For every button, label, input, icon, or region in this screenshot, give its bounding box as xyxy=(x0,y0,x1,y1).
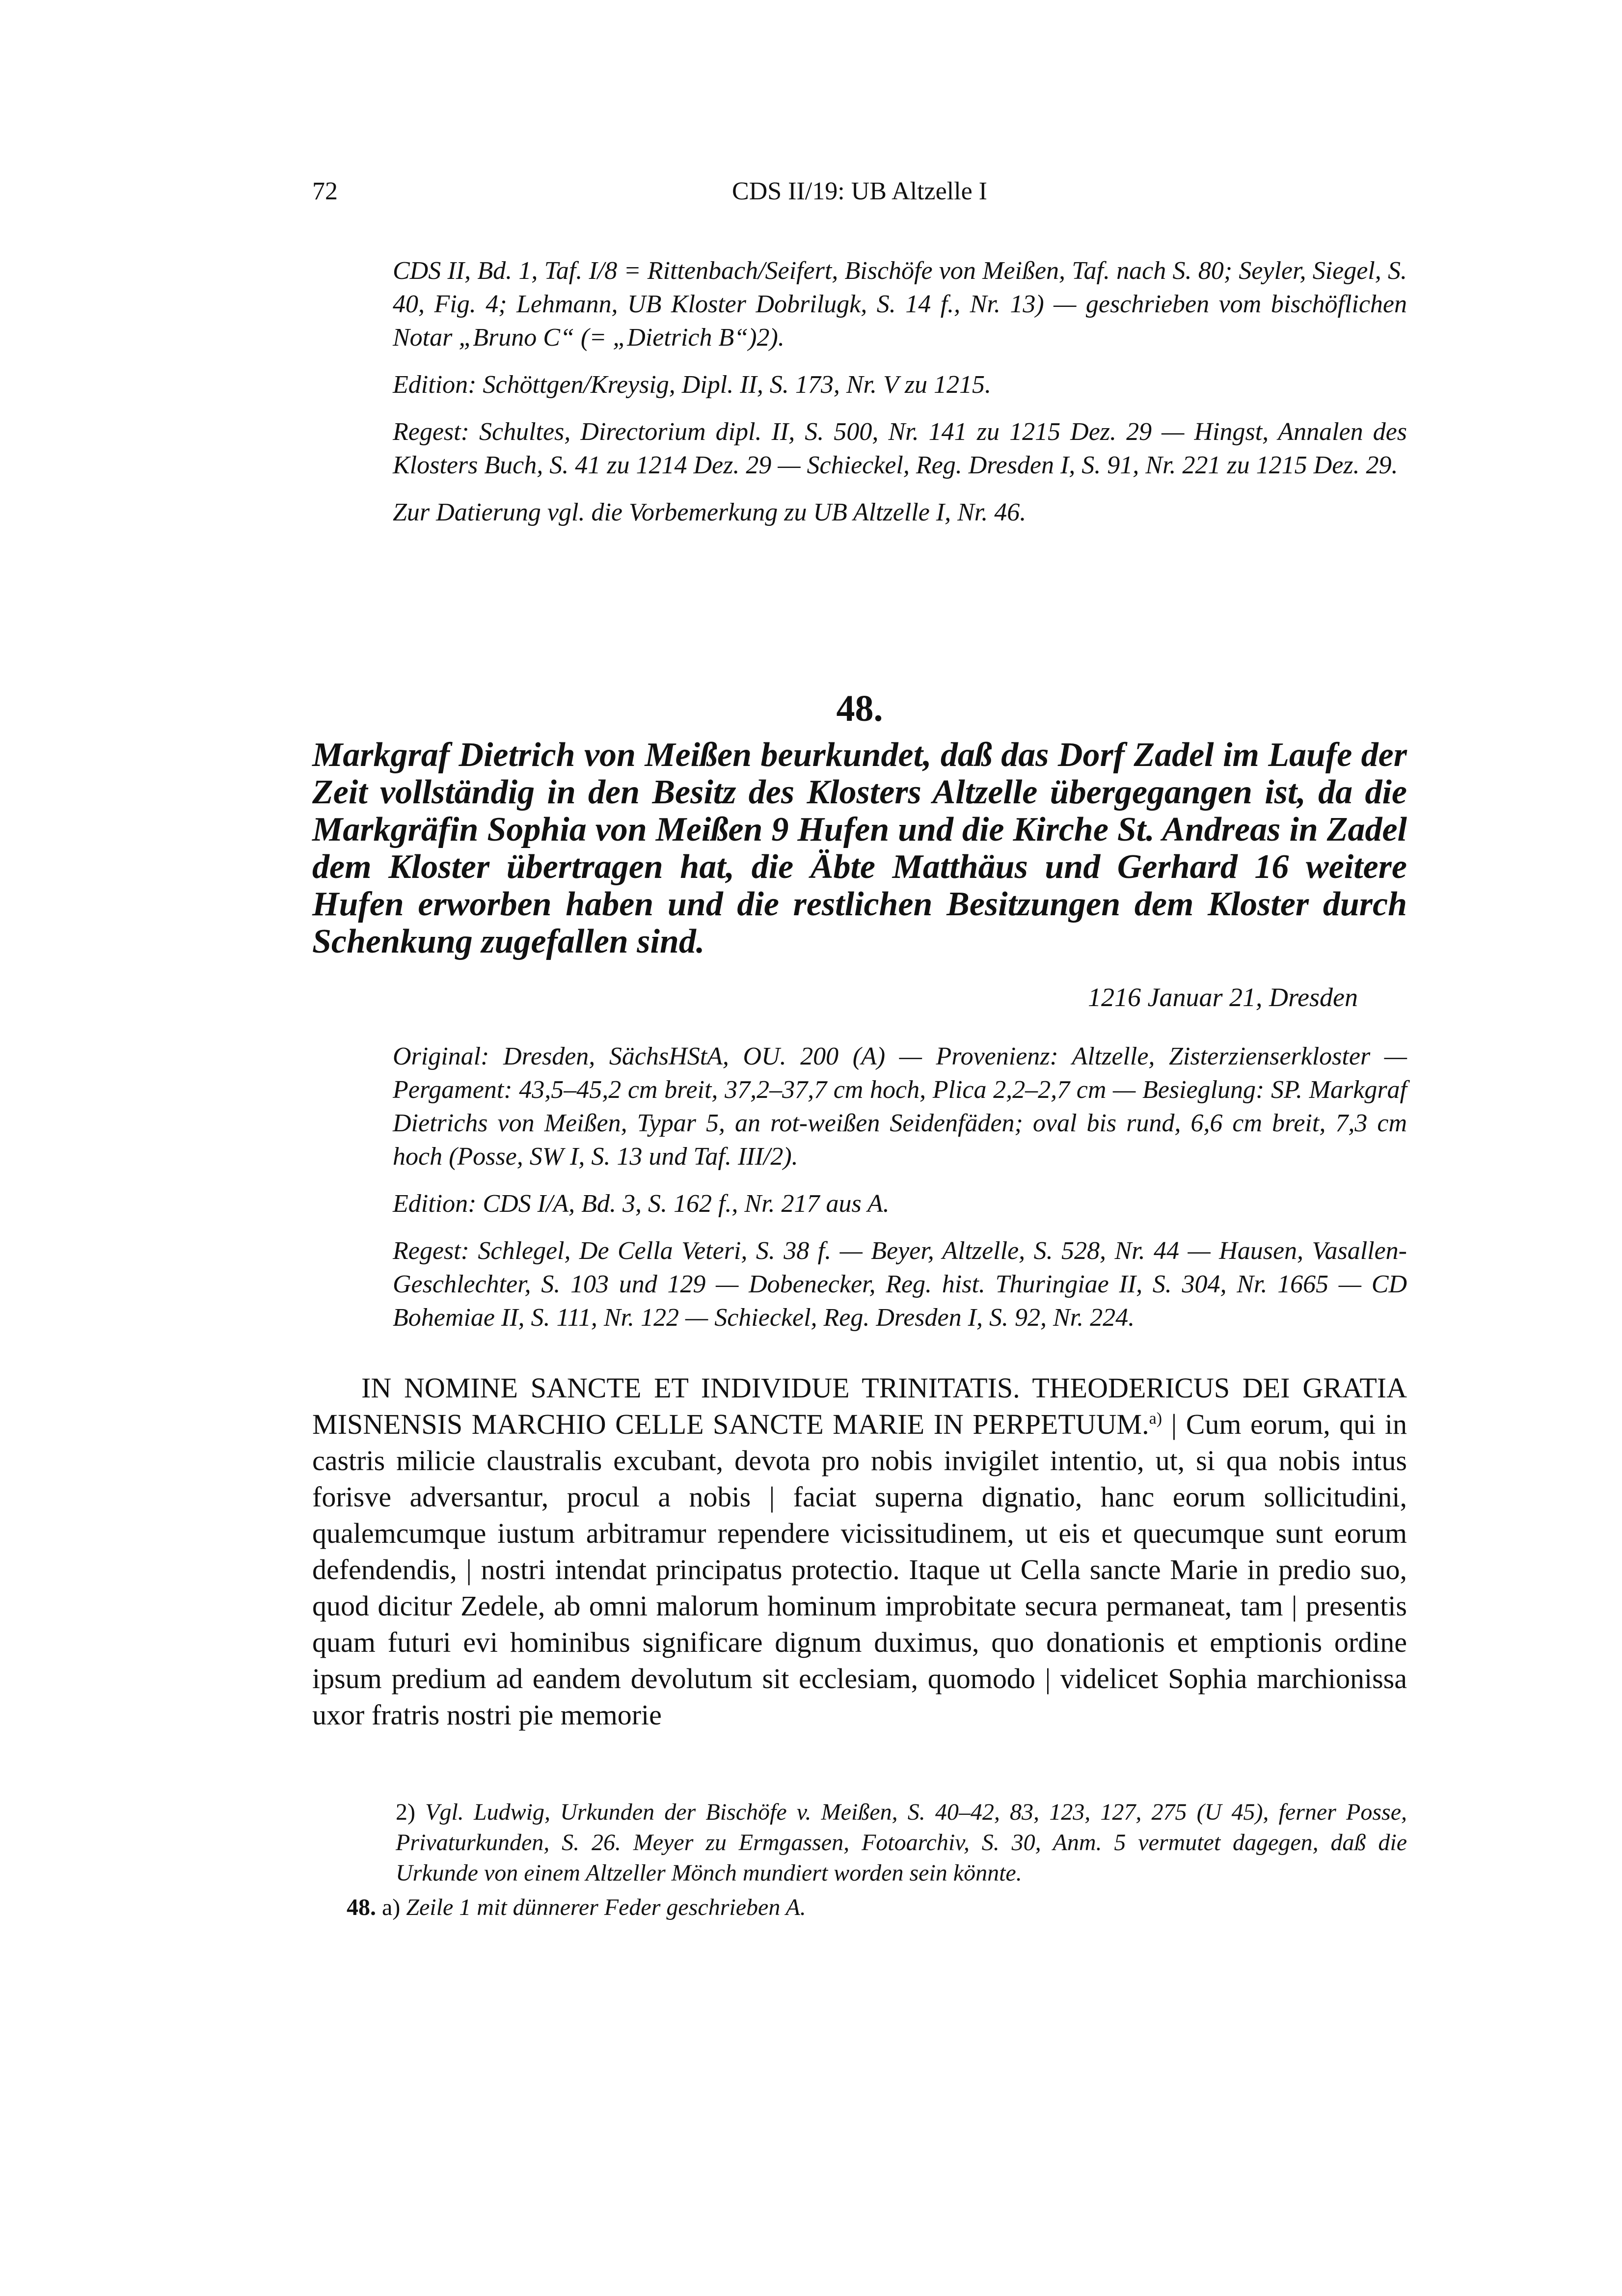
dating-line: Zur Datierung vgl. die Vorbemerkung zu UB Altzelle I, Nr. 46. xyxy=(393,498,1027,526)
regest-line: Regest: Schlegel, De Cella Veteri, S. 38 f. — Beyer, Altzelle, S. 528, Nr. 44 — Hausen, Vasallen-Geschlechter, S. 103 und 129 — Dobenecker, Reg. hist. Thuringiae II, S. 304, Nr. 1665 — CD Bohemiae II, S. 111, Nr. 122 — Schieckel, Reg. Dresden I, S. 92, Nr. 224. xyxy=(393,1237,1407,1332)
footnote-48a-label: a) xyxy=(382,1894,401,1920)
edition-line: Edition: Schöttgen/Kreysig, Dipl. II, S. 173, Nr. V zu 1215. xyxy=(393,371,992,399)
charter-body: | Cum eorum, qui in castris milicie claustralis excubant, devota pro nobis invigilet intentio, ut, si qua nobis intus forisve adversantur, procul a nobis | faciat superna dignatio, hanc eorum sollicitudini, qualemcumque iustum arbitramur rependere vicissitudinem, ut eis et quecumque sunt eorum defendendis, | nostri intendat principatus protectio. Itaque ut Cella sancte Marie in predio suo, quod dicitur Zedele, ab omni malorum hominum improbitate secura permaneat, tam | presentis quam futuri evi hominibus significare dignum duximus, quo donationis et emptionis ordine ipsum predium ad eandem devolutum sit ecclesiam, quomodo | videlicet Sophia marchionissa uxor fratris nostri pie memorie xyxy=(312,1408,1407,1731)
regest-line: Regest: Schultes, Directorium dipl. II, S. 500, Nr. 141 zu 1215 Dez. 29 — Hingst, Annalen des Klosters Buch, S. 41 zu 1214 Dez. 29 — Schieckel, Reg. Dresden I, S. 91, Nr. 221 zu 1215 Dez. 29. xyxy=(393,418,1407,479)
previous-document-notes xyxy=(393,254,1407,543)
page-number: 72 xyxy=(312,177,338,205)
source-notes xyxy=(393,1040,1407,1348)
footnote-2 xyxy=(312,1797,1407,1888)
running-title: CDS II/19: UB Altzelle I xyxy=(732,177,987,205)
charter-intitulatio: IN NOMINE SANCTE ET INDIVIDUE TRINITATIS. THEODERICUS DEI GRATIA MISNENSIS MARCHIO CELLE SANCTE MARIE IN PERPETUUM. xyxy=(312,1372,1407,1440)
document-regest: Markgraf Dietrich von Meißen beurkundet, daß das Dorf Zadel im Laufe der Zeit vollständig in den Besitz des Klosters Altzelle übergegangen ist, da die Markgräfin Sophia von Meißen 9 Hufen und die Kirche St. Andreas in Zadel dem Kloster übertragen hat, die Äbte Matthäus und Gerhard 16 weitere Hufen erworben haben und die restlichen Besitzungen dem Kloster durch Schenkung zugefallen sind. xyxy=(312,736,1407,960)
document-date: 1216 Januar 21, Dresden xyxy=(1088,983,1358,1012)
footnote-48a xyxy=(312,1892,1407,1923)
footnote-ref: a) xyxy=(1149,1409,1162,1428)
charter-text xyxy=(312,1370,1407,1733)
edition-line: Edition: CDS I/A, Bd. 3, S. 162 f., Nr. 217 aus A. xyxy=(393,1190,890,1218)
running-head xyxy=(312,177,1407,216)
footnote-2-text: Vgl. Ludwig, Urkunden der Bischöfe v. Meißen, S. 40–42, 83, 123, 127, 275 (U 45), ferner Posse, Privaturkunden, S. 26. Meyer zu Ermgassen, Fotoarchiv, S. 30, Anm. 5 vermutet dagegen, daß die Urkunde von einem Altzeller Mönch mundiert worden sein könnte. xyxy=(396,1799,1407,1886)
footnote-2-label: 2) xyxy=(396,1799,415,1825)
original-line: Original: Dresden, SächsHStA, OU. 200 (A) — Provenienz: Altzelle, Zisterzienserkloster — Pergament: 43,5–45,2 cm breit, 37,2–37,7 cm hoch, Plica 2,2–2,7 cm — Besieglung: SP. Markgraf Dietrichs von Meißen, Typar 5, an rot-weißen Seidenfäden; oval bis rund, 6,6 cm breit, 7,3 cm hoch (Posse, SW I, S. 13 und Taf. III/2). xyxy=(393,1042,1407,1171)
footnote-doc-number: 48. xyxy=(347,1894,376,1920)
note-line: CDS II, Bd. 1, Taf. I/8 = Rittenbach/Seifert, Bischöfe von Meißen, Taf. nach S. 80; Seyler, Siegel, S. 40, Fig. 4; Lehmann, UB Kloster Dobrilugk, S. 14 f., Nr. 13) — geschrieben vom bischöflichen Notar „Bruno C“ (= „Dietrich B“)2). xyxy=(393,257,1407,352)
footnote-48a-text: Zeile 1 mit dünnerer Feder geschrieben A. xyxy=(406,1894,806,1920)
footnotes xyxy=(312,1797,1407,1927)
document-number: 48. xyxy=(836,688,883,729)
